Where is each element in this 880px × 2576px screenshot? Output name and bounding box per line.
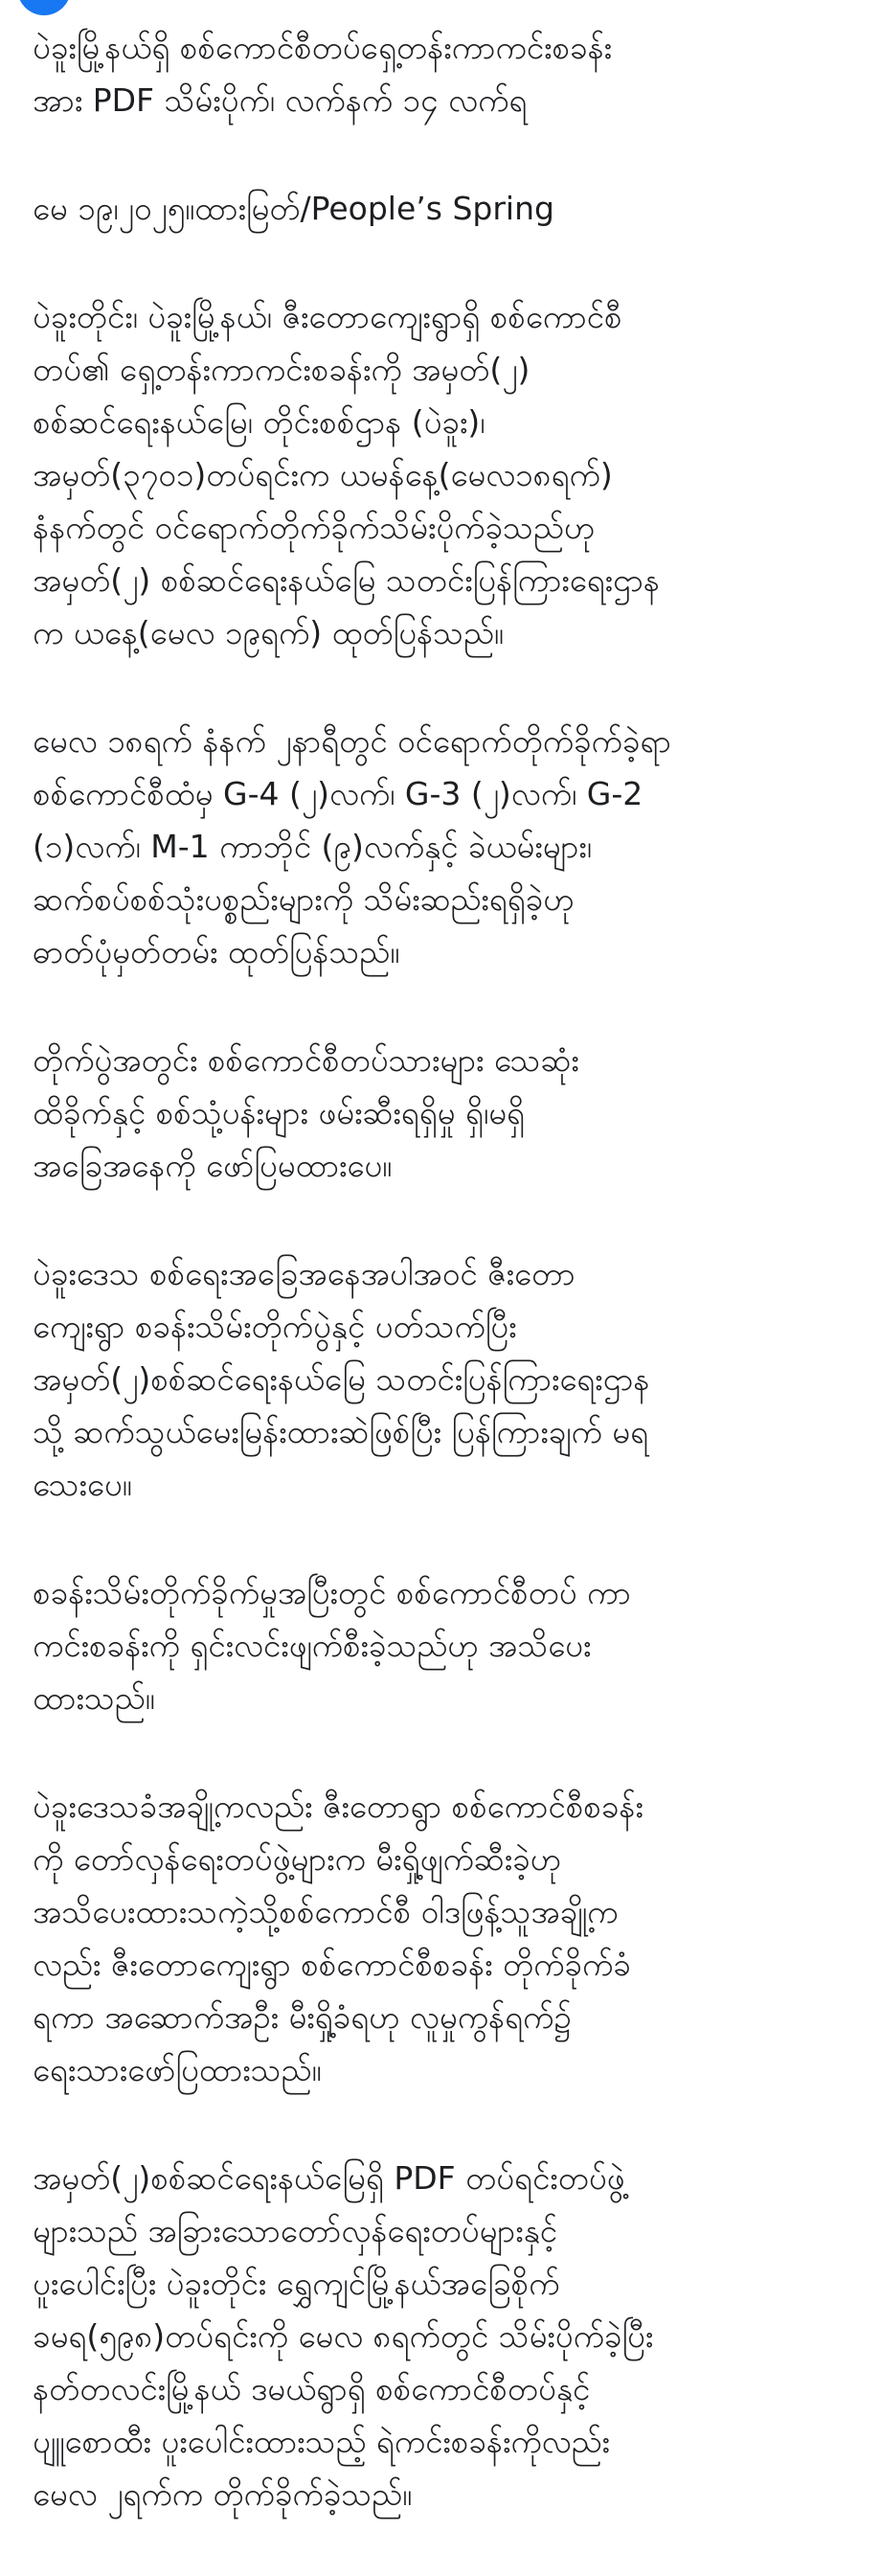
text-line: ပျူစောထီး ပူးပေါင်းထားသည့် ရဲကင်းစခန်းကိုလည်း xyxy=(33,2423,610,2460)
post-paragraph xyxy=(33,290,856,659)
text-line: ဓာတ်ပုံမှတ်တမ်း ထုတ်ပြန်သည်။ xyxy=(33,933,400,970)
text-line: နတ်တလင်းမြို့နယ် ဒမယ်ရွာရှိ စစ်ကောင်စီတပ်နှင့် xyxy=(33,2370,591,2407)
text-line: လည်း ဇီးတောကျေးရွာ စစ်ကောင်စီစခန်း တိုက်ခိုက်ခံ xyxy=(33,1946,631,1983)
text-line: အမှတ်(၂)စစ်ဆင်ရေးနယ်မြေရှိ PDF တပ်ရင်းတပ်ဖွဲ့ xyxy=(33,2159,625,2197)
text-line: များသည် အခြားသောတော်လှန်ရေးတပ်များနှင့် xyxy=(33,2212,557,2249)
text-line: ခမရ(၅၉၈)တပ်ရင်းကို မေလ ၈ရက်တွင် သိမ်းပိုက်ခဲ့ပြီး xyxy=(33,2317,654,2355)
text-line: ရကာ အဆောက်အဦး မီးရှို့ခံရဟု လူမှုကွန်ရက်၌ xyxy=(33,1998,572,2036)
text-line: အသိပေးထားသကဲ့သို့စစ်ကောင်စီ ဝါဒဖြန့်သူအချို့က xyxy=(33,1893,619,1930)
text-line: ထိခိုက်နှင့် စစ်သုံ့ပန်းများ ဖမ်းဆီးရရှိမှု ရှိ၊မရှိ xyxy=(33,1094,525,1131)
post-paragraph xyxy=(33,1247,856,1511)
text-line: ပဲခူးတိုင်း၊ ပဲခူးမြို့နယ်၊ ဇီးတောကျေးရွာရှိ စစ်ကောင်စီ xyxy=(33,298,622,335)
text-line: ဆက်စပ်စစ်သုံးပစ္စည်းများကို သိမ်းဆည်းရရှိခဲ့ဟု xyxy=(33,880,575,918)
text-line: စခန်းသိမ်းတိုက်ခိုက်မှုအပြီးတွင် စစ်ကောင်စီတပ် ကာ xyxy=(33,1574,631,1611)
text-line: ကျေးရွာ စခန်းသိမ်းတိုက်ပွဲနှင့် ပတ်သက်ပြီး xyxy=(33,1308,517,1345)
text-line: မေလ ၁၈ရက် နံနက် ၂နာရီတွင် ဝင်ရောက်တိုက်ခိုက်ခဲ့ရာ xyxy=(33,722,671,760)
text-line: မေလ ၂ရက်က တိုက်ခိုက်ခဲ့သည်။ xyxy=(33,2475,413,2513)
avatar[interactable] xyxy=(17,0,71,15)
text-line: အမှတ်(၂)စစ်ဆင်ရေးနယ်မြေ သတင်းပြန်ကြားရေးဌာန xyxy=(33,1360,650,1398)
text-line: ကင်းစခန်းကို ရှင်းလင်းဖျက်စီးခဲ့သည်ဟု အသိပေး xyxy=(33,1627,592,1664)
text-line: စစ်ကောင်စီထံမှ G-4 (၂)လက်၊ G-3 (၂)လက်၊ G-2 xyxy=(33,775,643,812)
text-line: ပဲခူးမြို့နယ်ရှိ စစ်ကောင်စီတပ်ရှေ့တန်းကာကင်းစခန်း xyxy=(33,29,613,66)
text-line: ပူးပေါင်းပြီး ပဲခူးတိုင်း ရွှေကျင်မြို့နယ်အခြေစိုက် xyxy=(33,2265,560,2302)
text-line: ပဲခူးဒေသ စစ်ရေးအခြေအနေအပါအဝင် ဇီးတော xyxy=(33,1255,575,1292)
text-line: ထားသည်။ xyxy=(33,1679,155,1717)
text-line: အမှတ်(၃၇၀၁)တပ်ရင်းက ယမန်နေ့(မေလ၁၈ရက်) xyxy=(33,456,613,493)
post-paragraph xyxy=(33,715,856,978)
post-paragraph xyxy=(33,2152,856,2520)
text-line: မေ ၁၉၊၂၀၂၅။ထားမြတ်/People’s Spring xyxy=(33,190,554,227)
text-line: က ယနေ့(မေလ ၁၉ရက်) ထုတ်ပြန်သည်။ xyxy=(33,614,504,651)
text-line: (၁)လက်၊ M-1 ကာဘိုင် (၉)လက်နှင့် ခဲယမ်းများ၊ xyxy=(33,828,592,865)
post-paragraph xyxy=(33,1034,856,1192)
text-line: ကို တော်လှန်ရေးတပ်ဖွဲ့များက မီးရှို့ဖျက်ဆီးခဲ့ဟု xyxy=(33,1840,561,1878)
post-body xyxy=(33,21,856,2576)
text-line: အမှတ်(၂) စစ်ဆင်ရေးနယ်မြေ သတင်းပြန်ကြားရေးဌာန xyxy=(33,561,661,599)
text-line: နံနက်တွင် ဝင်ရောက်တိုက်ခိုက်သိမ်းပိုက်ခဲ့သည်ဟု xyxy=(33,509,596,546)
post-paragraph xyxy=(33,1566,856,1724)
text-line: တပ်၏ ရှေ့တန်းကာကင်းစခန်းကို အမှတ်(၂) xyxy=(33,351,530,388)
post-paragraph xyxy=(33,1780,856,2096)
text-line: အခြေအနေကို ဖော်ပြမထားပေ။ xyxy=(33,1147,393,1184)
post-dateline xyxy=(33,182,856,235)
text-line: သို့ ဆက်သွယ်မေးမြန်းထားဆဲဖြစ်ပြီး ပြန်ကြားချက် မရ xyxy=(33,1413,649,1450)
text-line: ပဲခူးဒေသခံအချို့ကလည်း ဇီးတောရွာ စစ်ကောင်စီစခန်း xyxy=(33,1788,643,1825)
text-line: စစ်ဆင်ရေးနယ်မြေ၊ တိုင်းစစ်ဌာန (ပဲခူး)၊ xyxy=(33,403,485,441)
text-line: အား PDF သိမ်းပိုက်၊ လက်နက် ၁၄ လက်ရ xyxy=(33,81,528,119)
post-headline xyxy=(33,21,856,126)
text-line: တိုက်ပွဲအတွင်း စစ်ကောင်စီတပ်သားများ သေဆုံး xyxy=(33,1041,579,1079)
text-line: သေးပေ။ xyxy=(33,1466,132,1503)
text-line: ရေးသားဖော်ပြထားသည်။ xyxy=(33,2051,322,2088)
